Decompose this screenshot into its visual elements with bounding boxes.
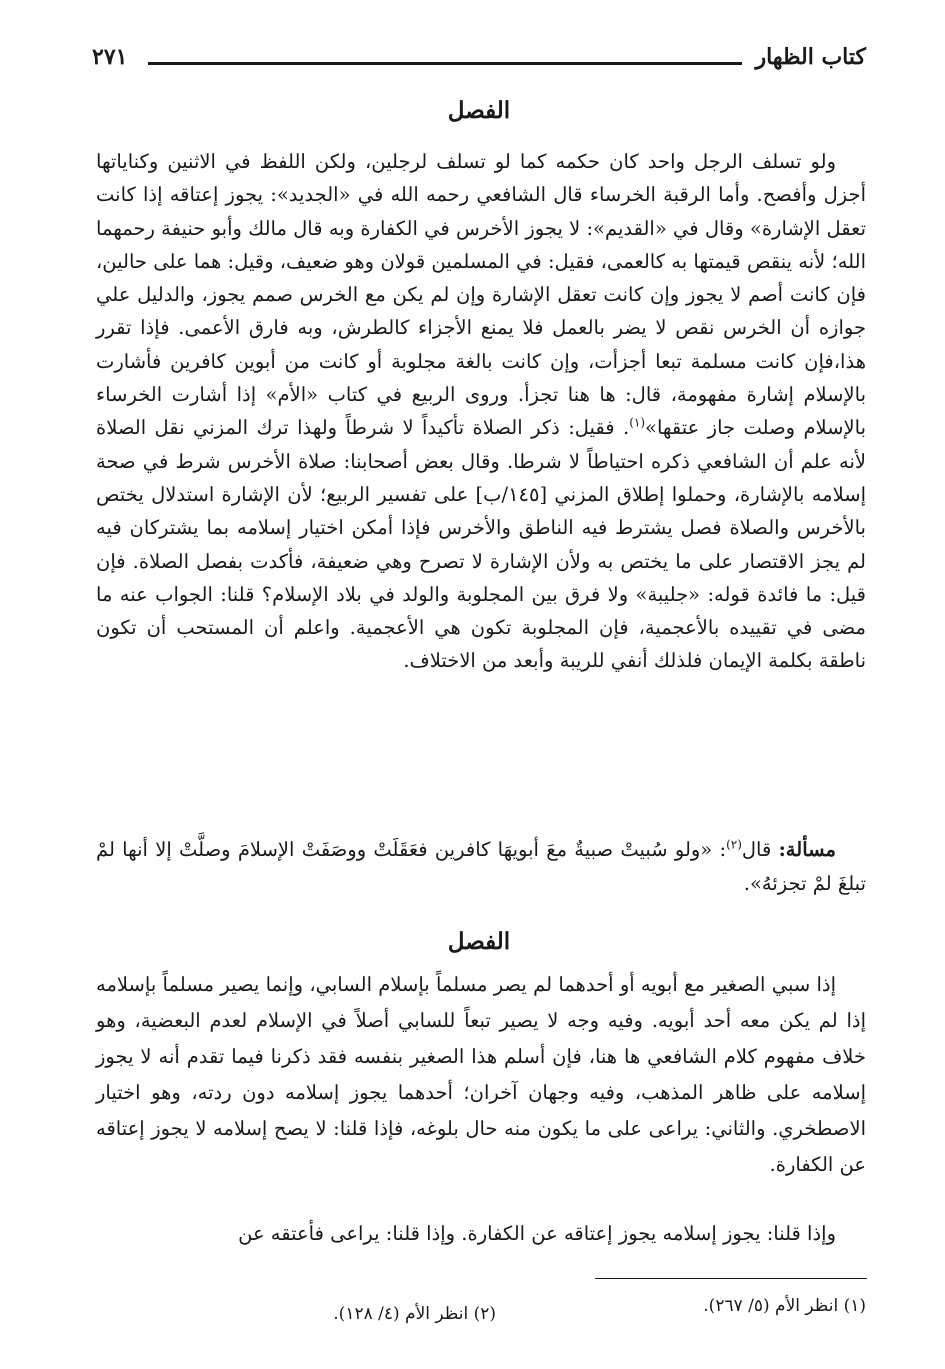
body-paragraph: وإذا قلنا: يجوز إسلامه يجوز إعتاقه عن الكفارة. وإذا قلنا: يراعى فأعتقه عن <box>238 1222 836 1245</box>
running-header <box>92 40 866 76</box>
body-paragraph: إذا سبي الصغير مع أبويه أو أحدهما لم يصر مسلماً بإسلام السابي، وإنما يصير مسلماً بإسلامه إذا لم يكن معه أحد أبويه. وفيه وجه لا يصير تبعاً للسابي أصلاً في الإسلام لعدم البعضية، وهو خلاف مفهوم كلام الشافعي ها هنا، فإن أسلم هذا الصغير بنفسه فقد ذكرنا فيما تقدم أنه لا يجوز إسلامه على ظاهر المذهب، وفيه وجهان آخران؛ أحدهما يجوز إسلامه دون ردته، وهو اختيار الاصطخري. والثاني: يراعى على ما يكون منه حال بلوغه، فإذا قلنا: لا يصح إسلامه لا يجوز إعتاقه عن الكفارة. <box>96 973 866 1176</box>
masala-said: قال <box>741 838 772 861</box>
body-paragraph <box>96 145 866 678</box>
footnote-marker: (٢) <box>726 837 742 852</box>
footnotes <box>96 1296 866 1324</box>
section-heading: الفصل <box>447 928 511 955</box>
section-body <box>96 967 866 1183</box>
footnote-marker: (١) <box>629 415 646 430</box>
masala-block <box>96 833 866 901</box>
header-rule <box>148 62 742 65</box>
page-number: ٢٧١ <box>92 44 128 70</box>
masala-text: : «ولو سُبيتْ صبيةٌ معَ أبويهَا كافرين فعَقَلَتْ ووصَفَتْ الإسلامَ وصلَّتْ إلا أنها لمْ تبلغَ لمْ تجزئهُ». <box>96 838 866 895</box>
book-title: كتاب الظهار <box>755 44 866 70</box>
body-text: ولو تسلف الرجل واحد كان حكمه كما لو تسلف لرجلين، ولكن اللفظ في الاثنين وكناياتها أجزل وأفصح. وأما الرقبة الخرساء قال الشافعي رحمه الله في «الجديد»: يجوز إعتاقه إذا كانت تعقل الإشارة» وقال في «القديم»: لا يجوز الأخرس في الكفارة وبه قال مالك وأبو حنيفة رحمهما الله؛ لأنه ينقص قيمتها به كالعمى، فقيل: في المسلمين قولان وهو ضعيف، وقيل: هما على حالين، فإن كانت أصم لا يجوز وإن كانت تعقل الإشارة وإن لم يكن مع الخرس صمم يجوز، والدليل علي جوازه أن الخرس نقص لا يضر بالعمل فلا يمنع الأجزاء كالطرش، وبه فارق الأعمى. فإذا تقرر هذا،فإن كانت مسلمة تبعا أجزأت، وإن كانت بالغة مجلوبة أو كانت من أبوين كافرين فأشارت بالإسلام إشارة مفهومة، قال: ها هنا تجزأ. وروى الربيع في كتاب «الأم» إذا أشارت الخرساء بالإسلام وصلت جاز عتقها» <box>96 150 866 440</box>
section-body <box>96 1217 866 1251</box>
masala-paragraph <box>96 833 866 901</box>
footnote-2: (٢) انظر الأم (٤/ ١٢٨). <box>333 1304 496 1324</box>
footnote-separator <box>595 1278 867 1279</box>
masala-label: مسألة: <box>778 838 836 861</box>
body-text-continued: . فقيل: ذكر الصلاة تأكيداً لا شرطاً ولهذا ترك المزني نقل الصلاة لأنه علم أن الشافعي ذكره احتياطاً لا شرطا. وقال بعض أصحابنا: صلاة الأخرس شرط في صحة إسلامه بالإشارة، وحملوا إطلاق المزني [١٤٥/ب] على تفسير الربيع؛ لأن الإشارة استدلال يختص بالأخرس والصلاة فصل يشترط فيه الناطق والأخرس فإذا أمكن اختيار إسلامه بما يشتركان فيه لم يجز الاقتصار على ما يختص به ولأن الإشارة لا تصرح وهي ضعيفة، فأكدت بفصل الصلاة. فإن قيل: ما فائدة قوله: «جليبة» ولا فرق بين المجلوبة والولد في بلاد الإسلام؟ قلنا: الجواب عنه ما مضى في تقييده بالأعجمية، فإن المجلوبة تكون هي الأعجمية. واعلم أن المستحب أن تكون ناطقة بكلمة الإيمان فلذلك أنفي للريبة وأبعد من الاختلاف. <box>96 416 866 673</box>
section-body <box>96 145 866 678</box>
footnote-1: (١) انظر الأم (٥/ ٢٦٧). <box>703 1296 866 1316</box>
section-heading: الفصل <box>447 97 511 124</box>
